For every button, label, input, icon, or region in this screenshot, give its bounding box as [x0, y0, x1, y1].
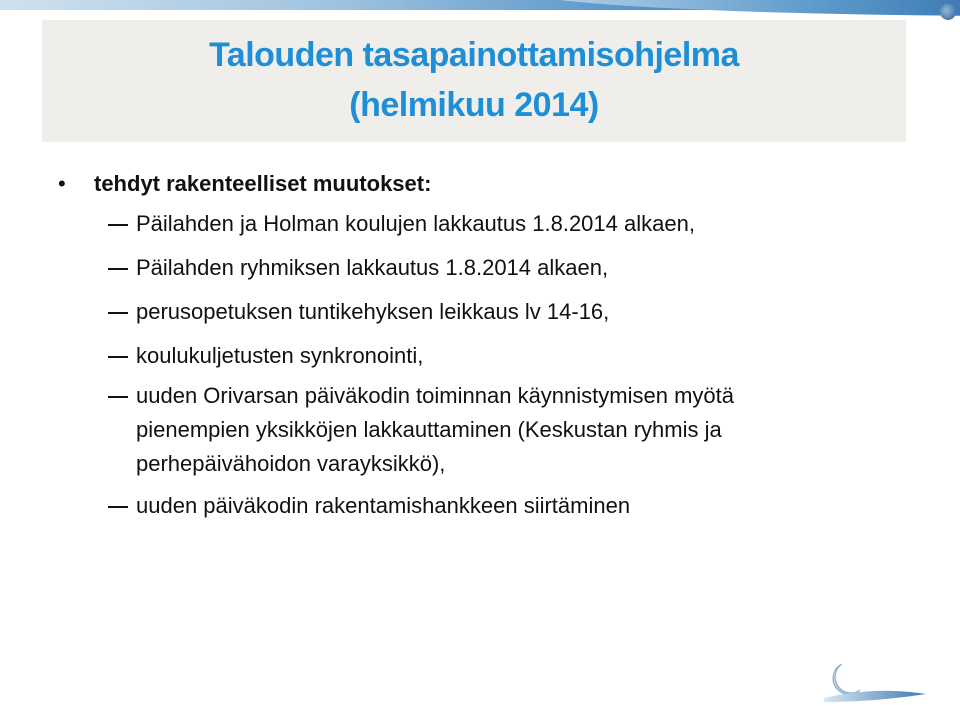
sub-item: [108, 295, 816, 329]
bullet-marker: •: [58, 171, 66, 196]
sub-item-text: Päilahden ryhmiksen lakkautus 1.8.2014 alkaen,: [136, 255, 609, 280]
slide-title-line-2: (helmikuu 2014): [349, 86, 599, 124]
sub-item: [108, 489, 816, 523]
main-bullet: [58, 167, 431, 201]
dash-marker: [108, 295, 136, 329]
dash-marker: [108, 379, 136, 413]
crescent-moon-logo-icon: [820, 658, 930, 706]
sub-item-text: uuden päiväkodin rakentamishankkeen siirtäminen: [136, 493, 631, 518]
sub-item: [108, 207, 816, 241]
sub-item-text: koulukuljetusten synkronointi,: [136, 343, 424, 368]
dash-marker: [108, 207, 136, 241]
slide-title-line-1: Talouden tasapainottamisohjelma: [209, 36, 739, 74]
sub-item: [108, 339, 816, 373]
sub-item-text: uuden Orivarsan päiväkodin toiminnan käynnistymisen myötä pienempien yksikköjen lakkauttaminen (Keskustan ryhmis ja perhepäivähoidon varayksikkö),: [136, 383, 734, 476]
sub-item-text: perusopetuksen tuntikehyksen leikkaus lv 14-16,: [136, 299, 610, 324]
sub-item: [108, 251, 816, 285]
dash-marker: [108, 339, 136, 373]
dash-marker: [108, 489, 136, 523]
main-bullet-text: tehdyt rakenteelliset muutokset:: [94, 171, 432, 196]
dash-marker: [108, 251, 136, 285]
sub-item-text: Päilahden ja Holman koulujen lakkautus 1.8.2014 alkaen,: [136, 211, 695, 236]
sub-item: [108, 379, 816, 481]
